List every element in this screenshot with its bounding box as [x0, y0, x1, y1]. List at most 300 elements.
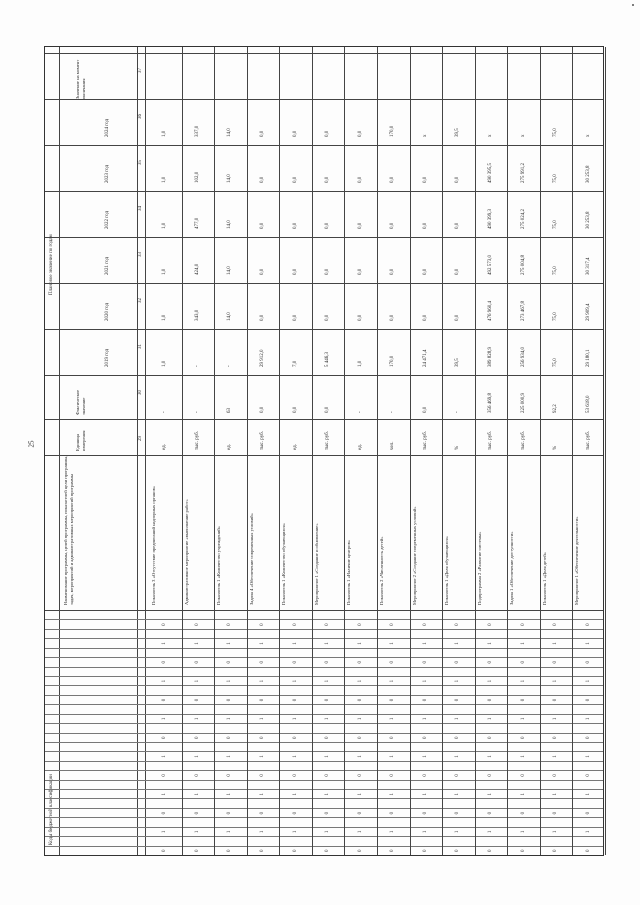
row-value: 0,0: [260, 268, 265, 275]
row-unit: тыс. руб.: [194, 431, 200, 450]
code-digit: 0: [325, 698, 331, 702]
code-digit: 1: [390, 717, 396, 721]
row-value: 14,0: [227, 312, 233, 321]
code-digit: 0: [162, 849, 168, 852]
row-value: 75,0: [553, 312, 559, 321]
row-value: x: [585, 134, 591, 137]
code-digit: 1: [422, 755, 428, 758]
row-name: Показатель 1 «Доля обучающихся»: [444, 536, 450, 605]
code-digit: 1: [553, 792, 559, 796]
code-digit: 1: [390, 755, 396, 758]
code-digit: 1: [455, 755, 461, 758]
col-number: 31: [138, 344, 143, 349]
row-value: 24 471,4: [422, 349, 428, 367]
code-digit: 1: [260, 830, 265, 834]
row-value: 0,0: [292, 406, 298, 413]
code-digit: 1: [194, 642, 200, 645]
row-value: -: [455, 411, 461, 413]
row-value: 476 960,4: [488, 301, 493, 321]
row-divider: [572, 47, 573, 855]
code-digit: 0: [553, 811, 559, 815]
code-digit: 1: [422, 679, 428, 683]
row-value: x: [422, 134, 428, 137]
col-number: 37: [138, 68, 143, 73]
code-digit: 1: [162, 830, 168, 834]
code-digit: 0: [194, 623, 200, 626]
row-value: 14,0: [227, 174, 233, 183]
code-digit: 1: [422, 830, 428, 834]
row-value: 0,0: [260, 314, 265, 321]
code-digit: 0: [390, 698, 396, 702]
row-value: 0,0: [357, 176, 363, 183]
code-digit: 1: [488, 792, 493, 796]
row-value: 0,0: [422, 314, 428, 321]
row-unit: тыс. руб.: [585, 431, 591, 450]
row-value: 1,0: [162, 130, 168, 137]
code-digit: 1: [292, 792, 298, 796]
column-divider: [45, 53, 603, 855]
code-digit: 0: [520, 698, 526, 702]
code-digit: 1: [325, 792, 331, 796]
code-digit: 1: [488, 642, 493, 645]
code-digit: 0: [162, 774, 168, 777]
code-digit: 0: [553, 736, 559, 739]
code-digit: 0: [325, 849, 331, 852]
code-digit: 1: [520, 679, 526, 683]
code-digit: 0: [553, 698, 559, 702]
row-value: 477,0: [194, 217, 200, 229]
final-title: Значение на момент окончания: [75, 59, 86, 99]
code-digit: 0: [292, 661, 298, 664]
code-digit: 0: [357, 811, 363, 815]
row-value: 343,0: [194, 309, 200, 321]
code-digit: 1: [194, 830, 200, 834]
col-number: 33: [138, 252, 143, 257]
row-value: 0,0: [292, 130, 298, 137]
code-digit: 0: [390, 736, 396, 739]
row-value: 275 004,8: [520, 255, 526, 275]
code-digit: 1: [455, 792, 461, 796]
row-value: 225 000,9: [520, 393, 526, 413]
row-unit: тыс. руб.: [422, 431, 428, 450]
code-digit: 0: [292, 774, 298, 777]
code-digit: 0: [553, 623, 559, 626]
row-value: 1,0: [162, 176, 168, 183]
row-value: 0,0: [390, 268, 396, 275]
row-name: Показатель 1 «Количество учреждений»: [216, 526, 222, 605]
row-value: 0,0: [422, 406, 428, 413]
row-value: 0,0: [357, 268, 363, 275]
row-divider: [410, 47, 411, 855]
code-digit: 0: [260, 698, 265, 702]
code-digit: 0: [390, 661, 396, 664]
row-value: 0,0: [325, 268, 331, 275]
code-digit: 0: [390, 623, 396, 626]
code-digit: 1: [292, 830, 298, 834]
code-digit: 0: [390, 849, 396, 852]
row-value: -: [227, 365, 233, 367]
code-digit: 1: [455, 679, 461, 683]
code-digit: 1: [325, 830, 331, 834]
code-digit: 1: [260, 755, 265, 758]
code-digit: 0: [260, 736, 265, 739]
row-value: 0,0: [325, 222, 331, 229]
row-divider: [214, 47, 215, 855]
code-digit: 0: [357, 661, 363, 664]
row-value: -: [390, 411, 396, 413]
code-digit: 0: [292, 698, 298, 702]
row-value: 14,0: [227, 220, 233, 229]
code-digit: 0: [488, 698, 493, 702]
row-name: Показатель 1 «Доля детей»: [541, 552, 547, 605]
code-digit: 0: [520, 623, 526, 626]
row-value: 170,0: [390, 355, 396, 367]
code-digit: 1: [325, 755, 331, 758]
code-digit: 0: [162, 811, 168, 815]
row-value: 53 618,0: [585, 395, 591, 413]
row-value: 0,0: [260, 130, 265, 137]
row-unit: тыс. руб.: [488, 431, 493, 450]
code-digit: 0: [422, 698, 428, 702]
year-header: 2024 год: [105, 118, 110, 137]
code-digit: 1: [194, 679, 200, 683]
code-digit: 0: [194, 849, 200, 852]
code-digit: 1: [227, 717, 233, 721]
code-digit: 0: [292, 736, 298, 739]
row-value: 1,0: [162, 360, 168, 367]
row-divider: [442, 47, 443, 855]
row-value: 0,0: [455, 176, 461, 183]
row-value: 75,0: [553, 128, 559, 137]
row-value: 424,0: [194, 263, 200, 275]
row-value: 490 395,5: [488, 163, 493, 183]
code-digit: 1: [520, 830, 526, 834]
code-digit: 1: [390, 830, 396, 834]
code-digit: 0: [520, 736, 526, 739]
code-digit: 0: [455, 661, 461, 664]
row-unit: %: [455, 445, 461, 450]
col-number: 32: [138, 298, 143, 303]
code-digit: 0: [585, 698, 591, 702]
code-digit: 0: [227, 736, 233, 739]
budget-table: [44, 46, 604, 856]
code-digit: 1: [553, 717, 559, 721]
row-value: 29 180,1: [585, 349, 591, 367]
col-number: 34: [138, 206, 143, 211]
row-name: Административное мероприятие «выполнение работ»: [183, 499, 189, 605]
row-value: 0,0: [260, 406, 265, 413]
row-value: 63: [227, 408, 233, 413]
code-digit: 0: [422, 774, 428, 777]
code-digit: 0: [488, 811, 493, 815]
row-value: 0,0: [422, 222, 428, 229]
code-digit: 0: [553, 661, 559, 664]
row-value: 75,0: [553, 220, 559, 229]
row-divider: [475, 47, 476, 855]
code-digit: 1: [260, 679, 265, 683]
code-digit: 1: [390, 792, 396, 796]
year-header: 2019 год: [105, 348, 110, 367]
code-digit: 0: [422, 811, 428, 815]
row-value: 30 253,8: [585, 211, 591, 229]
code-digit: 1: [585, 642, 591, 645]
code-digit: 1: [194, 755, 200, 758]
code-digit: 0: [260, 849, 265, 852]
row-unit: %: [553, 445, 559, 450]
code-digit: 0: [357, 698, 363, 702]
code-digit: 0: [357, 623, 363, 626]
page-number: 25: [27, 440, 36, 448]
col-number: 30: [138, 390, 143, 395]
code-digit: 1: [162, 679, 168, 683]
row-unit: тыс. руб.: [260, 431, 265, 450]
code-digit: 0: [488, 661, 493, 664]
code-digit: 1: [488, 755, 493, 758]
code-digit: 1: [162, 755, 168, 758]
row-value: 29 912,0: [260, 349, 265, 367]
code-digit: 0: [553, 774, 559, 777]
code-digit: 0: [390, 774, 396, 777]
code-digit: 1: [390, 642, 396, 645]
code-digit: 0: [585, 811, 591, 815]
name-title: Наименование программы, целей программы, показателей цели программы, задач, мероприятий и административных мероприятий программы: [63, 455, 74, 605]
row-divider: [247, 47, 248, 855]
row-value: 275 991,2: [520, 163, 526, 183]
row-unit: тыс. руб.: [325, 431, 331, 450]
code-digit: 0: [585, 661, 591, 664]
row-name: Показатель 1 «Наличие центров»: [346, 539, 352, 605]
code-digit: 1: [292, 679, 298, 683]
base-title: Фактическое значение: [75, 389, 86, 415]
code-digit: 0: [162, 698, 168, 702]
row-value: 1,0: [357, 360, 363, 367]
code-digit: 0: [488, 736, 493, 739]
code-digit: 1: [162, 792, 168, 796]
code-digit: 0: [194, 698, 200, 702]
row-name: Мероприятие 2 «Создание современных условий»: [411, 506, 417, 605]
code-digit: 1: [488, 679, 493, 683]
row-value: 0,0: [390, 314, 396, 321]
code-digit: 0: [325, 774, 331, 777]
code-digit: 1: [292, 717, 298, 721]
code-digit: 0: [194, 661, 200, 664]
code-digit: 0: [357, 774, 363, 777]
row-unit: чел.: [390, 441, 396, 450]
code-digit: 1: [585, 792, 591, 796]
code-digit: 0: [488, 849, 493, 852]
row-value: 492 573,0: [488, 255, 493, 275]
row-name: Показатель 1 «Количество обучающихся»: [281, 523, 287, 605]
code-digit: 0: [325, 661, 331, 664]
row-value: 0,0: [357, 130, 363, 137]
code-digit: 0: [292, 811, 298, 815]
codes-title: Коды бюджетной классификации: [49, 774, 54, 845]
code-digit: 1: [162, 717, 168, 721]
code-digit: 0: [422, 736, 428, 739]
plan-title: Плановое значение по годам: [49, 234, 54, 295]
row-value: 7,0: [292, 360, 298, 367]
code-digit: 0: [422, 623, 428, 626]
row-value: -: [357, 411, 363, 413]
row-value: 0,0: [292, 176, 298, 183]
code-digit: 0: [260, 774, 265, 777]
row-value: 0,0: [455, 314, 461, 321]
row-value: 30 253,8: [585, 165, 591, 183]
code-digit: 1: [488, 717, 493, 721]
code-digit: 0: [422, 849, 428, 852]
code-digit: 0: [455, 811, 461, 815]
row-name: Показатель 2 «Численность детей»: [379, 536, 384, 605]
code-digit: 0: [520, 811, 526, 815]
code-digit: 0: [585, 736, 591, 739]
row-value: 1,0: [162, 314, 168, 321]
row-value: 273 467,8: [520, 301, 526, 321]
row-divider: [507, 47, 508, 855]
row-value: 5 446,3: [325, 352, 331, 367]
row-value: -: [194, 365, 200, 367]
row-value: x: [520, 134, 526, 137]
code-digit: 1: [422, 717, 428, 721]
row-value: 490 399,3: [488, 209, 493, 229]
code-digit: 1: [585, 755, 591, 758]
code-digit: 1: [422, 792, 428, 796]
code-digit: 0: [455, 774, 461, 777]
code-digit: 1: [227, 679, 233, 683]
code-digit: 1: [520, 755, 526, 758]
scan-speck: [632, 4, 634, 6]
code-digit: 0: [357, 736, 363, 739]
code-digit: 1: [227, 755, 233, 758]
row-value: 0,0: [292, 268, 298, 275]
row-unit: ед.: [292, 444, 298, 450]
code-digit: 0: [227, 774, 233, 777]
row-divider: [605, 47, 606, 855]
code-digit: 1: [227, 642, 233, 645]
row-value: 275 024,2: [520, 209, 526, 229]
code-digit: 0: [455, 849, 461, 852]
code-digit: 1: [227, 792, 233, 796]
row-value: 256 934,0: [520, 347, 526, 367]
code-digit: 0: [292, 623, 298, 626]
row-value: 14,0: [227, 128, 233, 137]
row-value: 0,0: [292, 314, 298, 321]
row-value: 75,0: [553, 174, 559, 183]
code-digit: 1: [194, 717, 200, 721]
code-digit: 0: [390, 811, 396, 815]
row-name: Мероприятие 1 «Обеспечение деятельности»: [574, 516, 580, 605]
row-value: 0,0: [357, 314, 363, 321]
code-digit: 1: [520, 792, 526, 796]
row-value: 170,0: [390, 125, 396, 137]
code-digit: 0: [227, 849, 233, 852]
code-digit: 1: [553, 755, 559, 758]
unit-title: Единица измерения: [75, 430, 86, 451]
row-unit: ед.: [227, 444, 233, 450]
row-value: -: [162, 411, 168, 413]
row-value: 0,0: [422, 268, 428, 275]
code-digit: 1: [357, 679, 363, 683]
year-header: 2021 год: [105, 256, 110, 275]
year-header: 2022 год: [105, 210, 110, 229]
code-digit: 0: [227, 698, 233, 702]
code-digit: 0: [194, 774, 200, 777]
code-digit: 1: [390, 679, 396, 683]
code-digit: 1: [357, 792, 363, 796]
code-digit: 1: [194, 792, 200, 796]
code-digit: 0: [227, 661, 233, 664]
code-digit: 1: [553, 679, 559, 683]
row-name: Задача 1 «Обеспечение доступности»: [509, 531, 515, 605]
code-digit: 0: [553, 849, 559, 852]
row-value: 337,0: [194, 125, 200, 137]
code-digit: 0: [520, 774, 526, 777]
code-digit: 1: [520, 717, 526, 721]
code-digit: 0: [488, 623, 493, 626]
code-digit: 0: [455, 698, 461, 702]
code-digit: 0: [455, 736, 461, 739]
code-digit: 1: [520, 642, 526, 645]
row-name: Мероприятие 1 «Создание и обновление»: [313, 523, 319, 605]
row-value: 29 909,4: [585, 303, 591, 321]
row-value: 1,0: [162, 268, 168, 275]
row-value: 0,0: [325, 130, 331, 137]
code-digit: 0: [585, 849, 591, 852]
code-digit: 1: [585, 830, 591, 834]
code-digit: 0: [325, 623, 331, 626]
row-value: 389 828,9: [488, 347, 493, 367]
code-digit: 1: [357, 830, 363, 834]
row-value: 0,0: [325, 314, 331, 321]
code-digit: 0: [194, 736, 200, 739]
code-digit: 1: [325, 679, 331, 683]
code-digit: 1: [260, 642, 265, 645]
code-digit: 0: [520, 849, 526, 852]
row-divider: [344, 47, 345, 855]
row-name: Подпрограмма 2 «Развитие системы»: [476, 531, 482, 605]
code-digit: 1: [585, 717, 591, 721]
row-value: 0,0: [455, 268, 461, 275]
row-unit: ед.: [357, 444, 363, 450]
code-digit: 0: [194, 811, 200, 815]
rotated-page: [44, 46, 604, 856]
col-number: 36: [138, 114, 143, 119]
row-divider: [279, 47, 280, 855]
row-value: 92,2: [553, 404, 559, 413]
code-digit: 1: [292, 642, 298, 645]
code-digit: 0: [260, 623, 265, 626]
row-value: 0,0: [325, 176, 331, 183]
row-value: 14,0: [227, 266, 233, 275]
code-digit: 1: [422, 642, 428, 645]
code-digit: 0: [488, 774, 493, 777]
code-digit: 1: [455, 642, 461, 645]
code-digit: 0: [520, 661, 526, 664]
code-digit: 1: [357, 755, 363, 758]
row-value: 0,0: [422, 176, 428, 183]
row-unit: ед.: [162, 444, 168, 450]
row-value: 39,5: [455, 128, 461, 137]
row-name: Задача 4 «Обеспечение современных условий»: [248, 513, 254, 605]
row-divider: [312, 47, 313, 855]
row-value: 30 317,4: [585, 257, 591, 275]
row-unit: тыс. руб.: [520, 431, 526, 450]
code-digit: 1: [488, 830, 493, 834]
code-digit: 1: [357, 642, 363, 645]
code-digit: 1: [227, 830, 233, 834]
code-digit: 0: [325, 736, 331, 739]
row-value: 0,0: [390, 222, 396, 229]
code-digit: 0: [455, 623, 461, 626]
